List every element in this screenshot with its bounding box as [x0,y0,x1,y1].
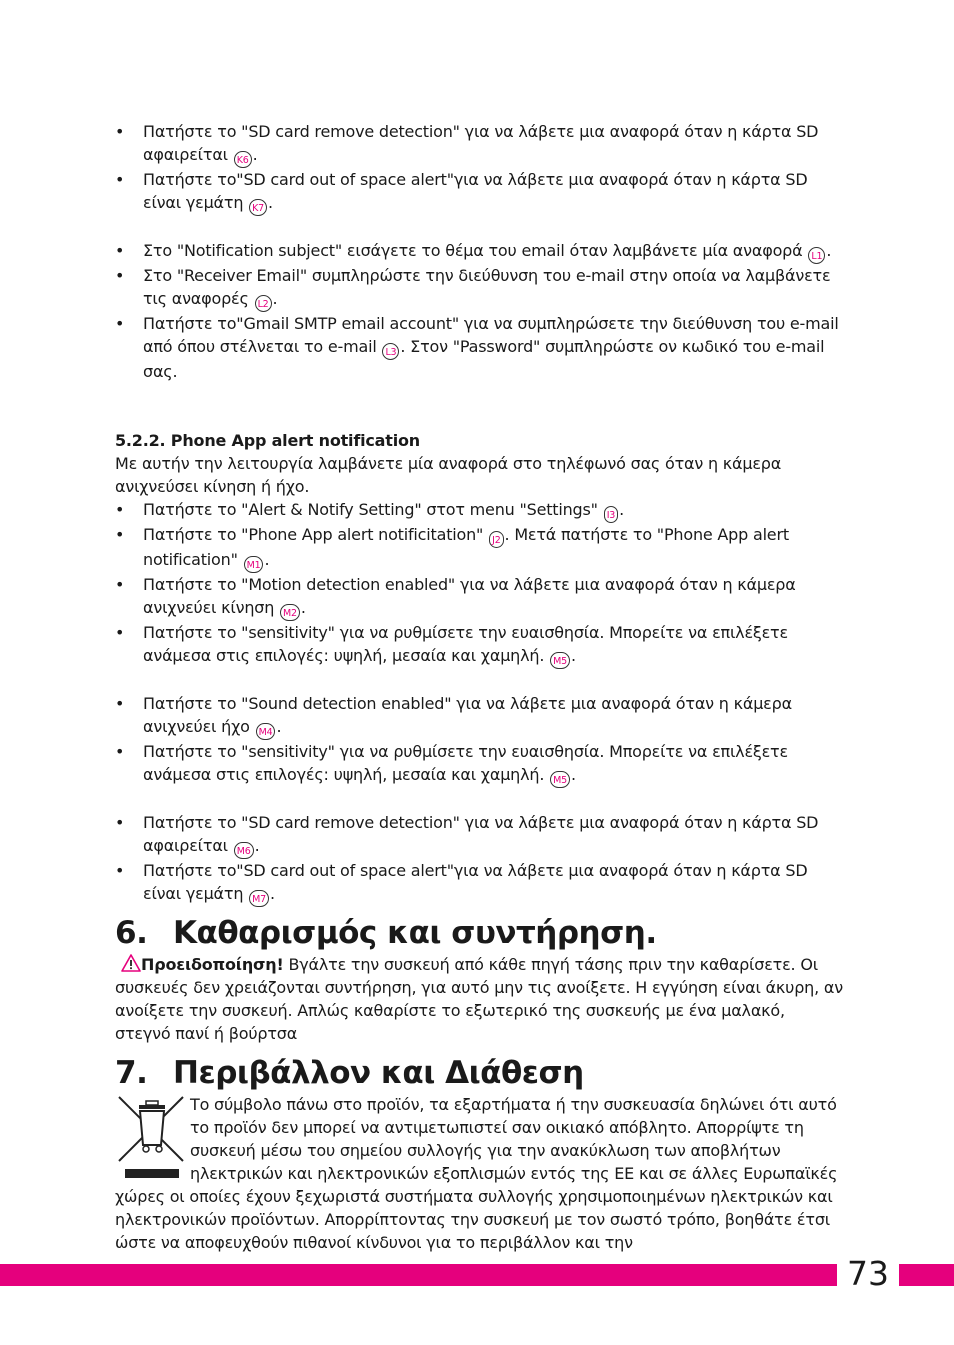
disposal-paragraph: Το σύμβολο πάνω στο προϊόν, τα εξαρτήματα ή την συσκευασία δηλώνει ότι αυτό το προϊόν δεν μπορεί να αντιμετωπιστεί σαν οικιακό απόβλητο. Απορρίψτε τη συσκευή μέσω του σημείου συλλογής για την ανακύκλωση των αποβλήτων ηλεκτρικών και ηλεκτρονικών εξοπλισμών εντός της ΕΕ και σε άλλες Ευρωπαϊκές χώρες οι οποίες έχουν ξεχωριστά συστήματα συλλογής χρησιμοποιημένων ηλεκτρικών και ηλεκτρονικών προϊόντων. Απορρίπτοντας την συσκευή με τον σωστό τρόπο, βοηθάτε έτσι ώστε να αποφευχθούν πιθανοί κίνδυνοι για το περιβάλλον και την [115,1095,838,1252]
page-number: 73 [847,1254,889,1293]
section-title-6: 6. Καθαρισμός και συντήρηση. [115,915,657,951]
weee-bin-icon [115,1093,189,1183]
footer-bar [0,1264,954,1286]
list-item: • Πατήστε το "Alert & Notify Setting" στοτ menu "Settings" I3 . [115,498,845,523]
step-marker: M2 [280,604,300,621]
list-item: • Πατήστε το"Gmail SMTP email account" για να συμπληρώσετε την διεύθυνση του e-mail από όπου στέλνεται το e-mail L3 . Στον "Password" συμπληρώστε ον κωδικό του e-mail σας. [115,312,845,383]
step-marker: K6 [234,151,252,168]
sd-phone-alert-list [115,811,845,907]
list-item: • Πατήστε το"SD card out of space alert"για να λάβετε μια αναφορά όταν η κάρτα SD είναι γεμάτη M7 . [115,859,845,907]
list-item: • Στο "Notification subject" εισάγετε το θέμα του email όταν λαμβάνετε μία αναφορά L1 . [115,239,845,264]
list-item: • Στο "Receiver Email" συμπληρώστε την διεύθυνση του e-mail στην οποία να λαμβάνετε τις αναφορές L2 . [115,264,845,312]
step-marker: I3 [604,506,618,523]
sound-alert-list [115,692,845,788]
section-title-7: 7. Περιβάλλον και Διάθεση [115,1055,584,1091]
step-marker: L2 [255,295,272,312]
step-marker: M5 [550,771,570,788]
warning-icon [121,954,141,972]
list-item: • Πατήστε το "Sound detection enabled" για να λάβετε μια αναφορά όταν η κάμερα ανιχνεύει ήχο M4 . [115,692,845,740]
step-marker: K7 [249,199,267,216]
section-intro: Με αυτήν την λειτουργία λαμβάνετε μία αναφορά στο τηλέφωνό σας όταν η κάμερα ανιχνεύσει κίνηση ή ήχο. [115,454,782,496]
list-item: • Πατήστε το "sensitivity" για να ρυθμίσετε την ευαισθησία. Μπορείτε να επιλέξετε ανάμεσα στις επιλογές: υψηλή, μεσαία και χαμηλή. M5 . [115,740,845,788]
phone-alert-list [115,498,845,669]
step-marker: M6 [234,842,254,859]
step-marker: J2 [489,531,503,548]
page-content [115,120,845,1254]
step-marker: M5 [550,652,570,669]
list-item: • Πατήστε το "Phone App alert notificitation" J2 . Μετά πατήστε το "Phone App alert notification" M1 . [115,523,845,573]
list-item: • Πατήστε το "Motion detection enabled" για να λάβετε μια αναφορά όταν η κάμερα ανιχνεύει κίνηση M2 . [115,573,845,621]
step-marker: M1 [244,556,264,573]
step-marker: M7 [249,890,269,907]
section-heading-522: 5.2.2. Phone App alert notification [115,431,420,450]
list-item: • Πατήστε το "SD card remove detection" για να λάβετε μια αναφορά όταν η κάρτα SD αφαιρείται M6 . [115,811,845,859]
list-item: • Πατήστε το"SD card out of space alert"για να λάβετε μια αναφορά όταν η κάρτα SD είναι γεμάτη K7 . [115,168,845,216]
email-settings-list [115,239,845,383]
step-marker: M4 [256,723,276,740]
list-item: • Πατήστε το "SD card remove detection" για να λάβετε μια αναφορά όταν η κάρτα SD αφαιρείται K6 . [115,120,845,168]
step-marker: L3 [382,343,399,360]
sd-alert-list [115,120,845,216]
step-marker: L1 [808,247,825,264]
list-item: • Πατήστε το "sensitivity" για να ρυθμίσετε την ευαισθησία. Μπορείτε να επιλέξετε ανάμεσα στις επιλογές: υψηλή, μεσαία και χαμηλή. M5 . [115,621,845,669]
warning-paragraph: Προειδοποίηση! Βγάλτε την συσκευή από κάθε πηγή τάσης πριν την καθαρίσετε. Οι συσκευές δεν χρειάζονται συντήρηση, για αυτό μην τις ανοίξετε. Η εγγύηση είναι άκυρη, αν ανοίξετε την συσκευή. Απλώς καθαρίστε το εξωτερικό της συσκευής με ένα μαλακό, στεγνό πανί ή βούρτσα [115,955,843,1043]
